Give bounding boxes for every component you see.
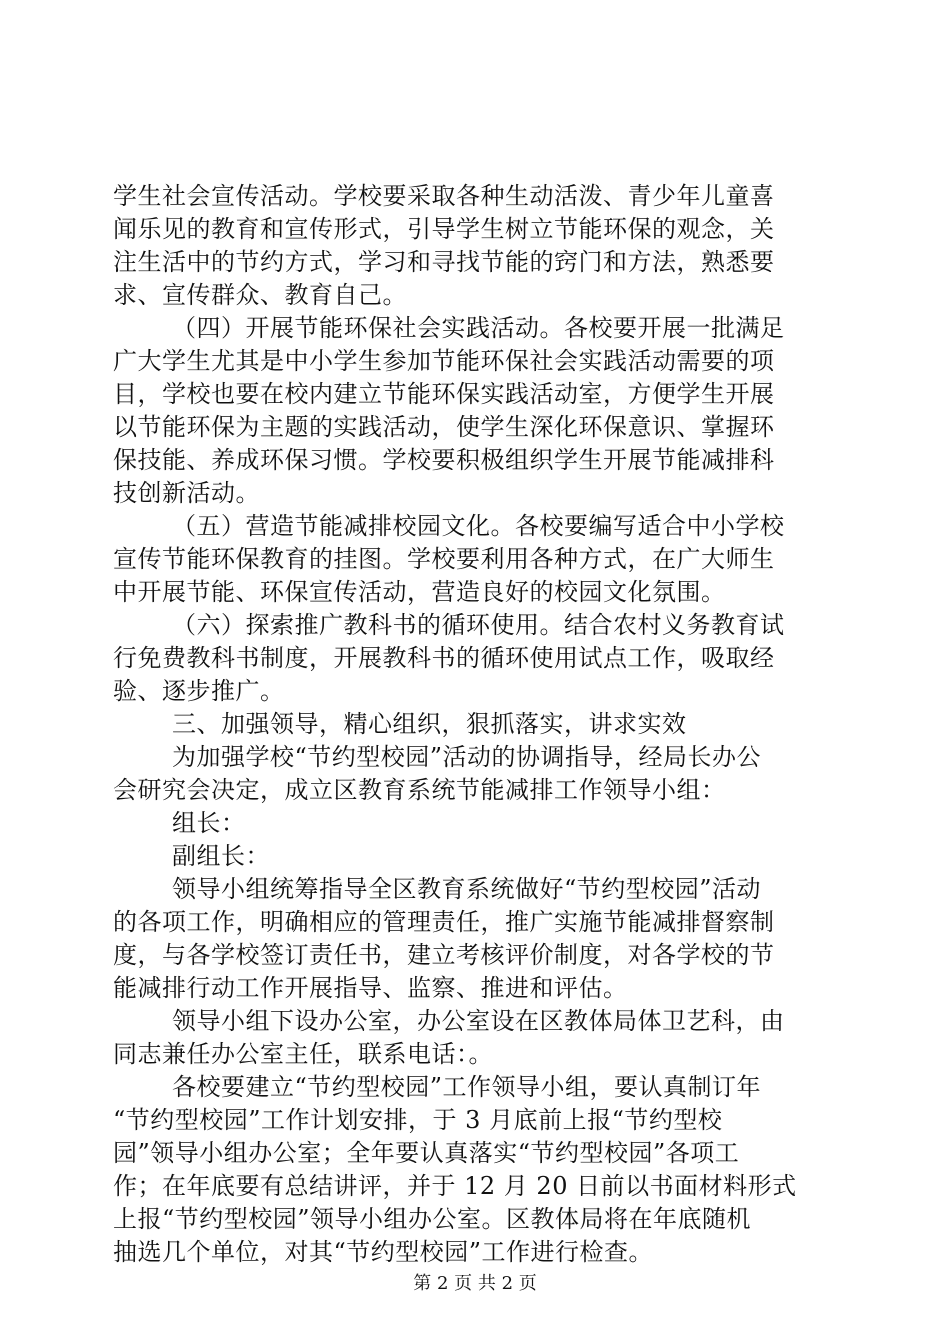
text-line: 以节能环保为主题的实践活动，使学生深化环保意识、掌握环 <box>113 413 775 441</box>
text-line: 目，学校也要在校内建立节能环保实践活动室，方便学生开展 <box>113 380 775 408</box>
text-line: 验、逐步推广。 <box>113 677 285 705</box>
text-line: 园”领导小组办公室；全年要认真落实“节约型校园”各项工 <box>113 1139 740 1167</box>
text-line: 保技能、养成环保习惯。学校要积极组织学生开展节能减排科 <box>113 446 775 474</box>
text-line: 副组长： <box>172 842 270 870</box>
text-line: 为加强学校“节约型校园”活动的协调指导，经局长办公 <box>172 743 762 771</box>
text-line: （六）探索推广教科书的循环使用。结合农村义务教育试 <box>172 611 785 639</box>
text-line: 组长： <box>172 809 246 837</box>
text-line: （五）营造节能减排校园文化。各校要编写适合中小学校 <box>172 512 785 540</box>
text-line: 度，与各学校签订责任书，建立考核评价制度，对各学校的节 <box>113 941 775 969</box>
text-line: 抽选几个单位，对其“节约型校园”工作进行检查。 <box>113 1238 654 1266</box>
text-line: 求、宣传群众、教育自己。 <box>113 281 407 309</box>
page-footer <box>0 1272 950 1296</box>
text-line: 广大学生尤其是中小学生参加节能环保社会实践活动需要的项 <box>113 347 775 375</box>
text-line: 领导小组统筹指导全区教育系统做好“节约型校园”活动 <box>172 875 762 903</box>
text-line: 同志兼任办公室主任，联系电话：。 <box>113 1040 493 1068</box>
text-line: 上报“节约型校园”领导小组办公室。区教体局将在年底随机 <box>113 1205 752 1233</box>
text-line: 技创新活动。 <box>113 479 260 507</box>
section-heading: 三、加强领导，精心组织，狠抓落实，讲求实效 <box>172 710 687 738</box>
text-line: 能减排行动工作开展指导、监察、推进和评估。 <box>113 974 628 1002</box>
text-line: 中开展节能、环保宣传活动，营造良好的校园文化氛围。 <box>113 578 726 606</box>
text-line: 的各项工作，明确相应的管理责任，推广实施节能减排督察制 <box>113 908 775 936</box>
text-line: “节约型校园”工作计划安排，于 3 月底前上报“节约型校 <box>113 1106 723 1134</box>
text-line: 注生活中的节约方式，学习和寻找节能的窍门和方法，熟悉要 <box>113 248 775 276</box>
text-line: 会研究会决定，成立区教育系统节能减排工作领导小组： <box>113 776 726 804</box>
text-line: 各校要建立“节约型校园”工作领导小组，要认真制订年 <box>172 1073 762 1101</box>
text-line: 闻乐见的教育和宣传形式，引导学生树立节能环保的观念，关 <box>113 215 775 243</box>
text-line: 学生社会宣传活动。学校要采取各种生动活泼、青少年儿童喜 <box>113 182 775 210</box>
page-number-label: 第 2 页 共 2 页 <box>413 1273 537 1294</box>
text-line: 作；在年底要有总结讲评，并于 12 月 20 日前以书面材料形式 <box>113 1172 797 1200</box>
text-line: 领导小组下设办公室，办公室设在区教体局体卫艺科，由 <box>172 1007 785 1035</box>
text-line: （四）开展节能环保社会实践活动。各校要开展一批满足 <box>172 314 785 342</box>
text-line: 行免费教科书制度，开展教科书的循环使用试点工作，吸取经 <box>113 644 775 672</box>
text-line: 宣传节能环保教育的挂图。学校要利用各种方式，在广大师生 <box>113 545 775 573</box>
